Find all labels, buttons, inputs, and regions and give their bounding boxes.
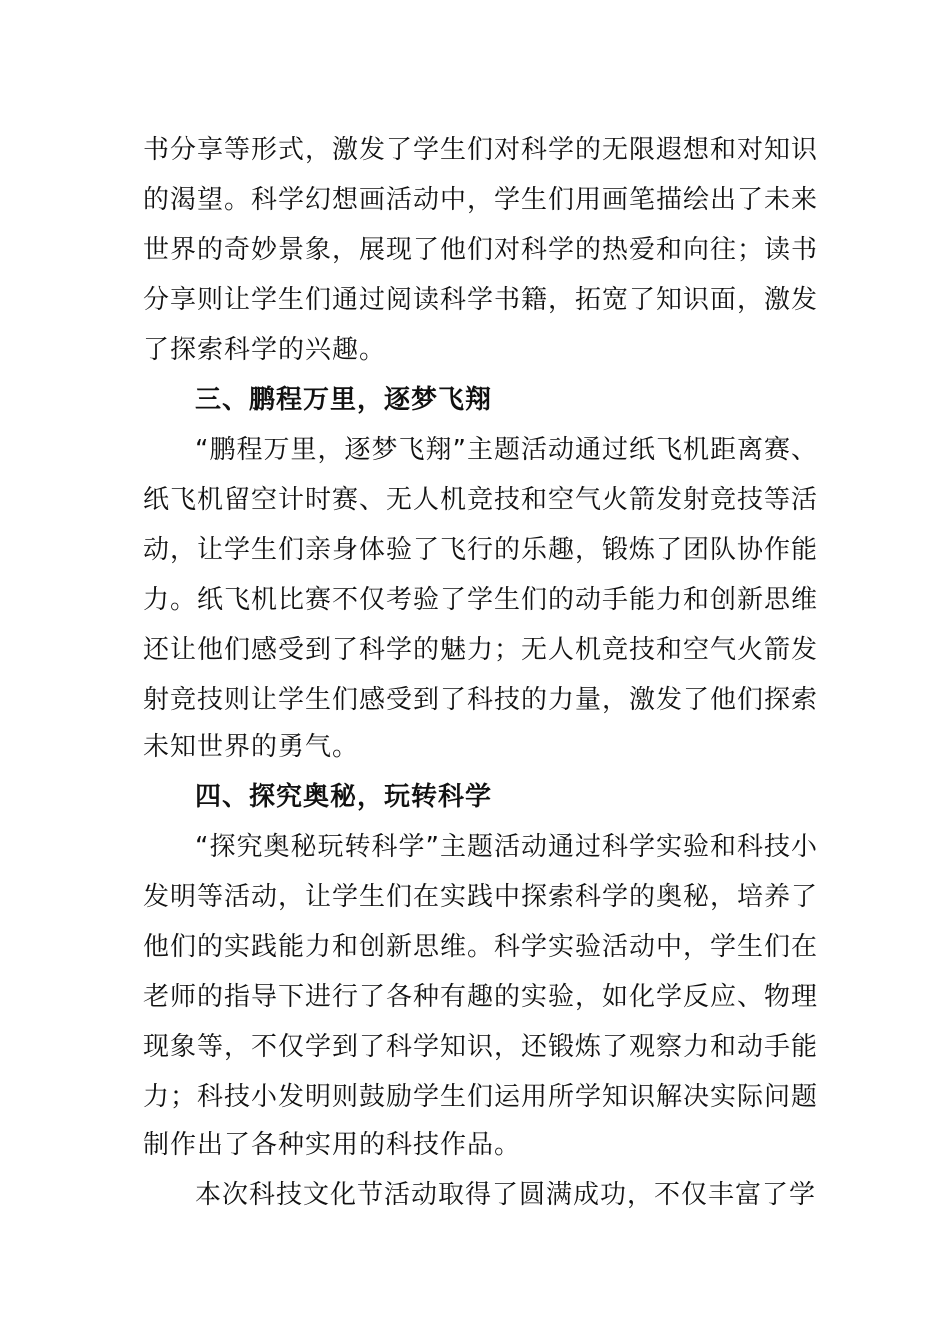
section-heading: 四、探究奥秘，玩转科学 xyxy=(195,782,493,812)
body-text-line: 现象等，不仅学到了科学知识，还锻炼了观察力和动手能 xyxy=(143,1032,819,1062)
body-text-line: 制作出了各种实用的科技作品。 xyxy=(143,1130,522,1160)
body-text-line: “探究奥秘玩转科学”主题活动通过科学实验和科技小 xyxy=(195,832,818,862)
body-text-line: 发明等活动，让学生们在实践中探索科学的奥秘，培养了 xyxy=(143,882,819,912)
body-text-line: 未知世界的勇气。 xyxy=(143,732,360,762)
body-text-line: 他们的实践能力和创新思维。科学实验活动中，学生们在 xyxy=(143,932,819,962)
body-text-line: 力。纸飞机比赛不仅考验了学生们的动手能力和创新思维 xyxy=(143,585,819,615)
body-text-line: 还让他们感受到了科学的魅力；无人机竞技和空气火箭发 xyxy=(143,635,819,665)
body-text-line: 了探索科学的兴趣。 xyxy=(143,335,387,365)
body-text-line: 纸飞机留空计时赛、无人机竞技和空气火箭发射竞技等活 xyxy=(143,485,819,515)
body-text-line: 本次科技文化节活动取得了圆满成功，不仅丰富了学 xyxy=(195,1180,817,1210)
body-text-line: “鹏程万里，逐梦飞翔”主题活动通过纸飞机距离赛、 xyxy=(195,435,818,465)
body-text-line: 分享则让学生们通过阅读科学书籍，拓宽了知识面，激发 xyxy=(143,285,819,315)
section-heading: 三、鹏程万里，逐梦飞翔 xyxy=(195,385,493,415)
body-text-line: 的渴望。科学幻想画活动中，学生们用画笔描绘出了未来 xyxy=(143,185,819,215)
body-text-line: 力；科技小发明则鼓励学生们运用所学知识解决实际问题 xyxy=(143,1082,819,1112)
body-text-line: 书分享等形式，激发了学生们对科学的无限遐想和对知识 xyxy=(143,135,819,165)
body-text-line: 动，让学生们亲身体验了飞行的乐趣，锻炼了团队协作能 xyxy=(143,535,819,565)
body-text-line: 老师的指导下进行了各种有趣的实验，如化学反应、物理 xyxy=(143,982,819,1012)
body-text-line: 射竞技则让学生们感受到了科技的力量，激发了他们探索 xyxy=(143,685,819,715)
body-text-line: 世界的奇妙景象，展现了他们对科学的热爱和向往；读书 xyxy=(143,235,819,265)
